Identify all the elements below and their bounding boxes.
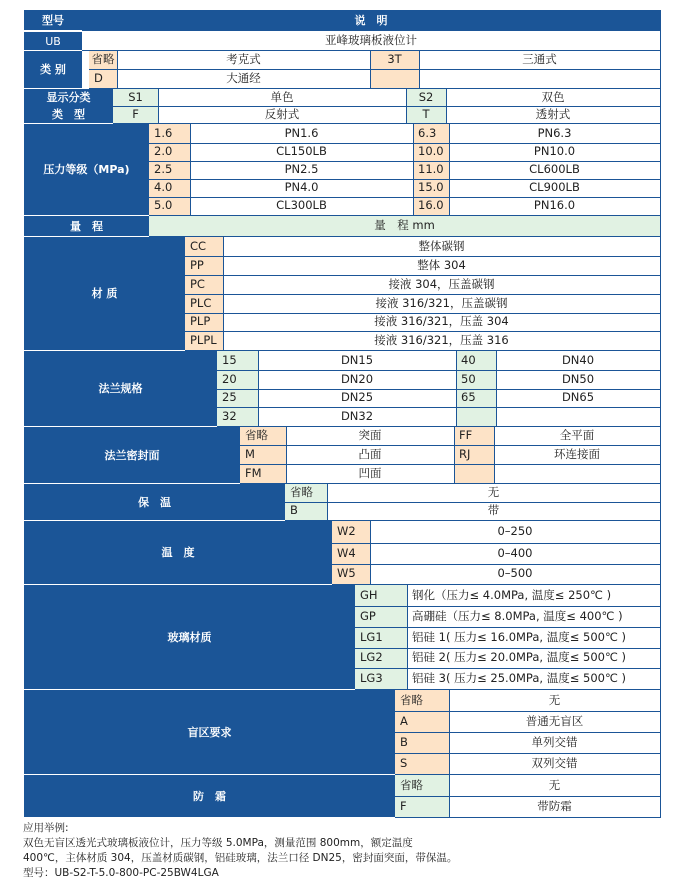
temperature-code: W2 [332, 521, 370, 543]
glass-label-cell: 玻璃材质 [24, 585, 355, 689]
material-code: PLPL [185, 331, 223, 350]
pressure-code-left: 2.5 [149, 161, 190, 179]
blind-zone-code: S [395, 753, 449, 774]
grid-line [406, 89, 407, 124]
material-code: PLP [185, 313, 223, 331]
grid-line [395, 817, 661, 818]
glass-spec: 铝硅 3( 压力≤ 25.0MPa, 温度≤ 500℃ ) [407, 668, 660, 689]
material-code: PLC [185, 294, 223, 313]
blind-zone-label-cell: 盲区要求 [24, 690, 395, 774]
grid-line [223, 237, 224, 351]
grid-line [395, 732, 661, 733]
seal-code-left: M [240, 445, 286, 464]
grid-line [89, 69, 661, 70]
range-text-cell: 量 程 mm [149, 216, 660, 236]
ub-name-cell: 亚峰玻璃板液位计 [82, 32, 660, 50]
blind-zone-code: B [395, 732, 449, 753]
grid-line [449, 124, 450, 216]
flange-code-right: 65 [456, 389, 496, 407]
grid-line [370, 521, 371, 585]
grid-line [494, 427, 495, 484]
glass-code: GH [355, 585, 407, 606]
grid-line [185, 350, 661, 351]
grid-line [185, 313, 661, 314]
flange-size-right [496, 407, 660, 426]
pressure-value-left: PN4.0 [190, 179, 413, 197]
flange-size-right: DN65 [496, 389, 660, 407]
display-text-s2: 双色 [446, 89, 660, 106]
temperature-range: 0–250 [370, 521, 660, 543]
grid-line [332, 543, 661, 544]
type-code-f: F [113, 106, 158, 123]
seal-code-left: 省略 [240, 427, 286, 445]
range-label-cell: 量 程 [24, 216, 149, 236]
grid-line [258, 351, 259, 427]
grid-line [113, 106, 661, 107]
grid-line [113, 123, 661, 124]
category-empty-code [370, 69, 419, 88]
grid-line [149, 197, 661, 198]
grid-line [332, 564, 661, 565]
grid-line [185, 331, 661, 332]
pressure-code-right: 15.0 [413, 179, 449, 197]
insulation-code: B [285, 502, 327, 520]
frost-text: 无 [449, 775, 660, 796]
glass-code: LG1 [355, 627, 407, 648]
header-description-cell: 说 明 [82, 10, 660, 30]
grid-line [149, 236, 661, 237]
grid-line [395, 753, 661, 754]
display-code-s1: S1 [113, 89, 158, 106]
seal-code-left: FM [240, 464, 286, 483]
type-label-cell: 类 型 [24, 106, 113, 123]
example-text-line-1: 双色无盲区透光式玻璃板液位计，压力等级 5.0MPa，测量范围 800mm，额定温度 [23, 837, 413, 849]
pressure-code-left: 4.0 [149, 179, 190, 197]
grid-line [217, 407, 661, 408]
pressure-code-left: 1.6 [149, 124, 190, 143]
grid-line [82, 50, 661, 51]
material-text: 接液 316/321，压盖碳钢 [223, 294, 660, 313]
pressure-code-right: 10.0 [413, 143, 449, 161]
grid-line [355, 689, 661, 690]
grid-line [355, 668, 661, 669]
grid-line [395, 774, 661, 775]
category-label-cell: 类 别 [24, 51, 82, 88]
pressure-code-right: 16.0 [413, 197, 449, 215]
blind-zone-text: 无 [449, 690, 660, 711]
example-text-line-2: 400℃，主体材质 304，压盖材质碳钢，铝硅玻璃，法兰口径 DN25，密封面突面，带保温。 [23, 852, 458, 864]
flange-label-cell: 法兰规格 [24, 351, 217, 426]
seal-code-right: FF [454, 427, 494, 445]
ub-code-cell: UB [24, 32, 82, 50]
display-label-cell: 显示分类 [24, 89, 113, 106]
pressure-value-left: CL300LB [190, 197, 413, 215]
glass-spec: 铝硅 2( 压力≤ 20.0MPa, 温度≤ 500℃ ) [407, 648, 660, 668]
grid-line [370, 51, 371, 89]
category-d-text: 大通经 [117, 69, 370, 88]
temperature-code: W5 [332, 564, 370, 584]
glass-spec: 高硼硅（压力≤ 8.0MPa, 温度≤ 400℃ ) [407, 606, 660, 627]
grid-line [240, 445, 661, 446]
header-model-cell: 型号 [24, 10, 82, 30]
flange-code-right [456, 407, 496, 426]
grid-line [149, 215, 661, 216]
pressure-value-right: CL900LB [449, 179, 660, 197]
pressure-value-left: PN1.6 [190, 124, 413, 143]
category-omit-code: 省略 [89, 51, 117, 69]
glass-spec: 钢化（压力≤ 4.0MPa, 温度≤ 250℃ ) [407, 585, 660, 606]
grid-line [89, 88, 661, 89]
blind-zone-text: 双列交错 [449, 753, 660, 774]
flange-size-right: DN50 [496, 370, 660, 389]
seal-text-right [494, 464, 660, 483]
pressure-label-cell: 压力等级（MPa) [24, 124, 149, 215]
seal-text-left: 突面 [286, 427, 454, 445]
grid-line [419, 51, 420, 89]
frost-text: 带防霜 [449, 796, 660, 817]
category-empty-text [419, 69, 660, 88]
grid-line [407, 585, 408, 690]
seal-text-right: 环连接面 [494, 445, 660, 464]
type-text-f: 反射式 [158, 106, 406, 123]
pressure-value-left: CL150LB [190, 143, 413, 161]
pressure-code-right: 11.0 [413, 161, 449, 179]
temperature-label-cell: 温 度 [24, 521, 332, 584]
grid-line [117, 51, 118, 89]
flange-size-left: DN25 [258, 389, 456, 407]
grid-line [190, 124, 191, 216]
flange-code-right: 40 [456, 351, 496, 370]
material-code: PP [185, 256, 223, 275]
grid-line [355, 606, 661, 607]
flange-size-right: DN40 [496, 351, 660, 370]
grid-line [395, 711, 661, 712]
grid-line [355, 627, 661, 628]
type-code-t: T [406, 106, 446, 123]
blind-zone-text: 单列交错 [449, 732, 660, 753]
type-text-t: 透射式 [446, 106, 660, 123]
material-text: 整体碳钢 [223, 237, 660, 256]
grid-line [158, 89, 159, 124]
flange-size-left: DN15 [258, 351, 456, 370]
temperature-range: 0–500 [370, 564, 660, 584]
seal-code-right: RJ [454, 445, 494, 464]
grid-line [332, 584, 661, 585]
frost-code: F [395, 796, 449, 817]
material-text: 接液 316/321，压盖 304 [223, 313, 660, 331]
grid-line [149, 161, 661, 162]
seal-text-left: 凹面 [286, 464, 454, 483]
grid-line [355, 648, 661, 649]
grid-line [395, 796, 661, 797]
display-text-s1: 单色 [158, 89, 406, 106]
insulation-text: 无 [327, 484, 660, 502]
material-code: CC [185, 237, 223, 256]
material-text: 接液 304，压盖碳钢 [223, 275, 660, 294]
flange-code-left: 15 [217, 351, 258, 370]
flange-size-left: DN20 [258, 370, 456, 389]
grid-line [454, 427, 455, 484]
glass-code: LG3 [355, 668, 407, 689]
grid-line [82, 30, 661, 31]
grid-line [446, 89, 447, 124]
grid-line [286, 427, 287, 484]
category-d-code: D [89, 69, 117, 88]
pressure-value-right: PN10.0 [449, 143, 660, 161]
glass-code: GP [355, 606, 407, 627]
grid-line [185, 275, 661, 276]
pressure-value-right: PN16.0 [449, 197, 660, 215]
insulation-label-cell: 保 温 [24, 484, 285, 520]
grid-line [285, 520, 661, 521]
material-text: 整体 304 [223, 256, 660, 275]
pressure-value-left: PN2.5 [190, 161, 413, 179]
blind-zone-text: 普通无盲区 [449, 711, 660, 732]
grid-line [217, 370, 661, 371]
frost-label-cell: 防 霜 [24, 775, 395, 817]
blind-zone-code: A [395, 711, 449, 732]
grid-line [240, 483, 661, 484]
flange-code-left: 32 [217, 407, 258, 426]
temperature-range: 0–400 [370, 543, 660, 564]
pressure-value-right: CL600LB [449, 161, 660, 179]
pressure-code-left: 5.0 [149, 197, 190, 215]
pressure-code-right: 6.3 [413, 124, 449, 143]
grid-line [217, 426, 661, 427]
grid-line [413, 124, 414, 216]
grid-line [149, 143, 661, 144]
glass-code: LG2 [355, 648, 407, 668]
material-code: PC [185, 275, 223, 294]
flange-size-left: DN32 [258, 407, 456, 426]
category-omit-text: 考克式 [117, 51, 370, 69]
grid-line [496, 351, 497, 427]
grid-line [185, 256, 661, 257]
grid-line [449, 690, 450, 818]
frost-code: 省略 [395, 775, 449, 796]
grid-line [240, 464, 661, 465]
grid-line [149, 179, 661, 180]
pressure-code-left: 2.0 [149, 143, 190, 161]
insulation-text: 带 [327, 502, 660, 520]
example-heading: 应用举例: [23, 822, 69, 834]
display-code-s2: S2 [406, 89, 446, 106]
material-text: 接液 316/321，压盖 316 [223, 331, 660, 350]
temperature-code: W4 [332, 543, 370, 564]
grid-line [285, 502, 661, 503]
grid-line [327, 484, 328, 521]
seal-text-right: 全平面 [494, 427, 660, 445]
material-label-cell: 材 质 [24, 237, 185, 350]
flange-code-right: 50 [456, 370, 496, 389]
grid-line [660, 10, 661, 818]
pressure-value-right: PN6.3 [449, 124, 660, 143]
seal-text-left: 凸面 [286, 445, 454, 464]
seal-label-cell: 法兰密封面 [24, 427, 240, 483]
example-model-code: 型号：UB-S2-T-5.0-800-PC-25BW4LGA [23, 867, 219, 879]
category-3t-code: 3T [370, 51, 419, 69]
insulation-code: 省略 [285, 484, 327, 502]
seal-code-right [454, 464, 494, 483]
grid-line [217, 389, 661, 390]
flange-code-left: 20 [217, 370, 258, 389]
glass-spec: 铝硅 1( 压力≤ 16.0MPa, 温度≤ 500℃ ) [407, 627, 660, 648]
grid-line [185, 294, 661, 295]
category-3t-text: 三通式 [419, 51, 660, 69]
flange-code-left: 25 [217, 389, 258, 407]
grid-line [456, 351, 457, 427]
blind-zone-code: 省略 [395, 690, 449, 711]
